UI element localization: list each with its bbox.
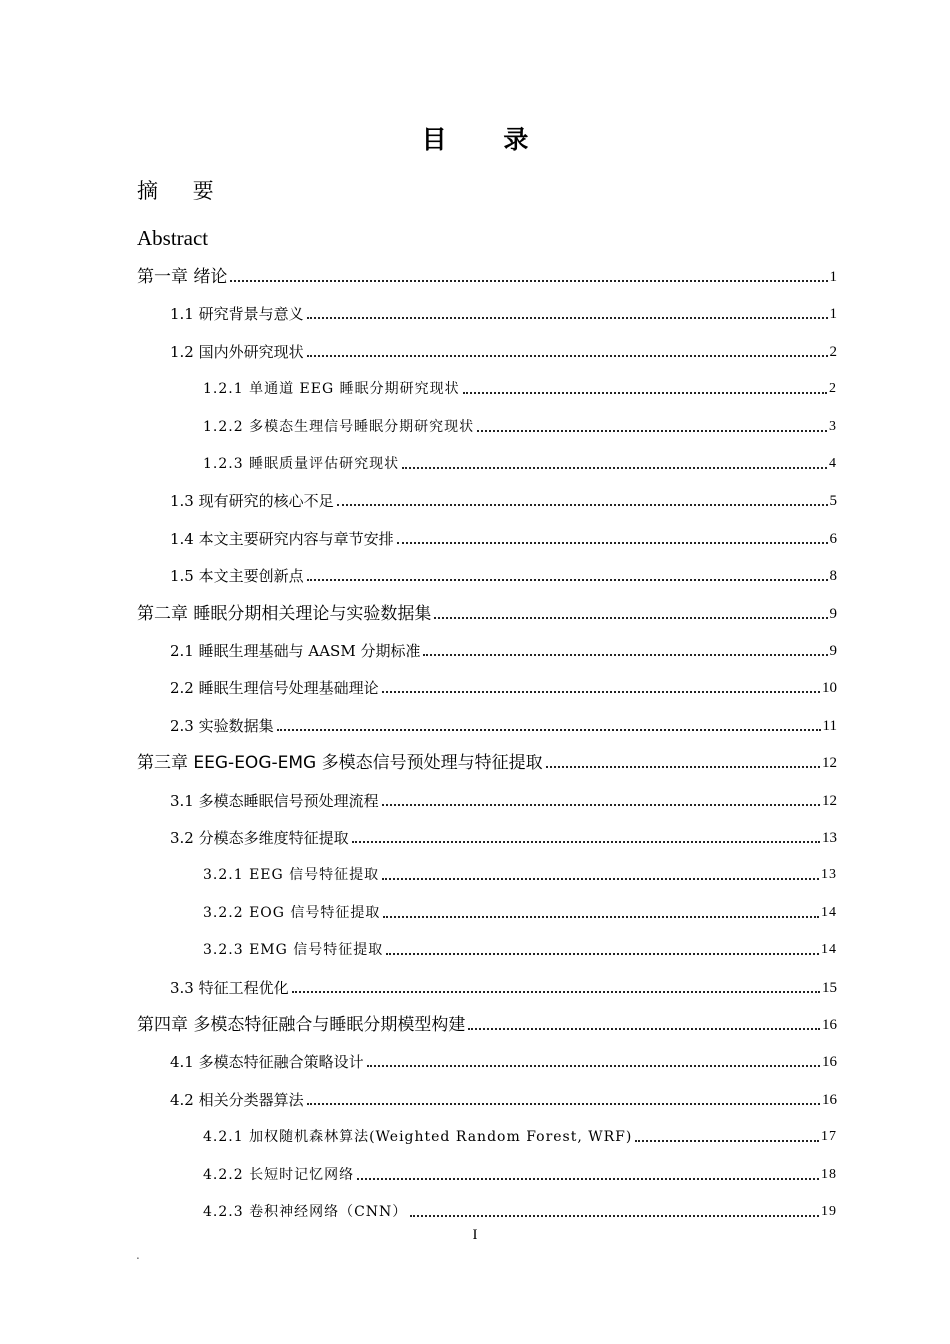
toc-section-entry[interactable] — [170, 301, 837, 325]
toc-entry-page: 19 — [821, 1204, 837, 1219]
toc-section-entry[interactable] — [170, 1049, 837, 1073]
dot-leader — [463, 391, 827, 394]
toc-entry-page: 12 — [822, 792, 837, 809]
toc-entry-label: 1.2.2 多模态生理信号睡眠分期研究现状 — [203, 418, 475, 435]
toc-entry-page: 16 — [822, 1054, 837, 1071]
toc-entry-label: 第一章 绪论 — [137, 267, 228, 287]
dot-leader — [397, 541, 828, 544]
toc-entry-page: 17 — [821, 1129, 837, 1145]
toc-entry-label: 3.3 特征工程优化 — [170, 978, 289, 997]
toc-entry-label: 1.4 本文主要研究内容与章节安排 — [170, 529, 394, 548]
toc-entry-label: 2.3 实验数据集 — [170, 716, 274, 735]
toc-entry-page: 9 — [829, 643, 837, 659]
toc-entry-label: 第三章 EEG-EOG-EMG 多模态信号预处理与特征提取 — [137, 753, 543, 774]
toc-entry-page: 18 — [821, 1166, 837, 1182]
dot-leader — [307, 1102, 820, 1105]
toc-section-entry[interactable] — [170, 1087, 837, 1111]
dot-leader — [230, 279, 827, 282]
toc-section-entry[interactable] — [170, 339, 837, 363]
toc-section-entry[interactable] — [170, 638, 837, 662]
toc-entry-page: 10 — [822, 680, 837, 697]
dot-leader — [307, 354, 828, 357]
toc-entry-label: 第四章 多模态特征融合与睡眠分期模型构建 — [137, 1015, 466, 1035]
toc-subsection-entry[interactable] — [203, 937, 837, 961]
toc-chapter-entry[interactable] — [137, 264, 837, 288]
toc-section-entry[interactable] — [170, 675, 837, 699]
toc-entry-label: 4.2.2 长短时记忆网络 — [203, 1166, 355, 1183]
toc-entry-page: 8 — [829, 568, 837, 585]
toc-entry-page: 15 — [822, 979, 837, 996]
toc-section-entry[interactable] — [170, 488, 837, 512]
toc-entry-page: 16 — [822, 1091, 837, 1108]
dot-leader — [410, 1214, 819, 1217]
dot-leader — [635, 1139, 819, 1142]
toc-entry-page: 14 — [821, 904, 837, 920]
dot-leader — [337, 503, 828, 506]
toc-entry-label: 2.2 睡眠生理信号处理基础理论 — [170, 679, 379, 698]
toc-entry-label: 2.1 睡眠生理基础与 AASM 分期标准 — [170, 642, 421, 660]
dot-leader — [307, 316, 828, 319]
toc-chapter-entry[interactable] — [137, 1012, 837, 1036]
toc-entry-label: 1.2.1 单通道 EEG 睡眠分期研究现状 — [203, 381, 460, 398]
toc-entry-page: 12 — [822, 755, 837, 772]
toc-entry-label: 4.2 相关分类器算法 — [170, 1090, 304, 1109]
toc-entry-page: 14 — [821, 942, 837, 958]
page-title: 目 录 — [421, 125, 553, 154]
toc-subsection-entry[interactable] — [203, 900, 837, 924]
footer-mark: . — [136, 1248, 140, 1262]
dot-leader — [434, 616, 827, 619]
toc-subsection-entry[interactable] — [203, 451, 837, 475]
dot-leader — [307, 578, 828, 581]
toc-section-entry[interactable] — [170, 825, 837, 849]
toc-entry-page: 13 — [822, 830, 837, 846]
toc-entry-page: 2 — [829, 343, 837, 360]
dot-leader — [423, 653, 827, 656]
dot-leader — [382, 803, 820, 806]
toc-entry-label: 第二章 睡眠分期相关理论与实验数据集 — [137, 603, 432, 624]
toc-section-entry[interactable] — [170, 975, 837, 999]
toc-entry-page: 3 — [829, 418, 837, 434]
toc-entry-page: 16 — [822, 1017, 837, 1033]
toc-entry-page: 2 — [829, 381, 837, 397]
toc-section-entry[interactable] — [170, 788, 837, 812]
toc-entry-label: 3.2.1 EEG 信号特征提取 — [203, 867, 380, 884]
abstract-zh-heading: 摘 要 — [137, 179, 228, 203]
dot-leader — [382, 877, 819, 880]
toc-chapter-entry[interactable] — [137, 601, 837, 625]
toc-subsection-entry[interactable] — [203, 414, 837, 438]
toc-entry-label: 4.2.1 加权随机森林算法(Weighted Random Forest, WRF) — [203, 1129, 633, 1146]
toc-entry-label: 4.2.3 卷积神经网络（CNN） — [203, 1204, 408, 1220]
dot-leader — [352, 840, 820, 843]
toc-subsection-entry[interactable] — [203, 1124, 837, 1148]
toc-section-entry[interactable] — [170, 713, 837, 737]
toc-entry-page: 5 — [829, 493, 837, 510]
toc-entry-label: 3.2.3 EMG 信号特征提取 — [203, 942, 384, 959]
toc-subsection-entry[interactable] — [203, 376, 837, 400]
dot-leader — [468, 1027, 820, 1030]
toc-entry-page: 6 — [829, 530, 837, 547]
dot-leader — [546, 765, 820, 768]
abstract-en-heading: Abstract — [137, 226, 209, 250]
dot-leader — [477, 429, 827, 432]
toc-entry-label: 3.1 多模态睡眠信号预处理流程 — [170, 791, 379, 810]
dot-leader — [357, 1177, 819, 1180]
toc-entry-label: 4.1 多模态特征融合策略设计 — [170, 1053, 364, 1072]
toc-entry-label: 1.2.3 睡眠质量评估研究现状 — [203, 456, 400, 472]
toc-entry-label: 3.2.2 EOG 信号特征提取 — [203, 904, 381, 921]
toc-subsection-entry[interactable] — [203, 862, 837, 886]
toc-entry-page: 11 — [822, 717, 837, 734]
dot-leader — [382, 690, 820, 693]
dot-leader — [292, 990, 820, 993]
dot-leader — [367, 1064, 820, 1067]
toc-entry-label: 1.3 现有研究的核心不足 — [170, 492, 334, 511]
toc-entry-label: 1.5 本文主要创新点 — [170, 567, 304, 586]
toc-chapter-entry[interactable] — [137, 750, 837, 774]
dot-leader — [386, 952, 819, 955]
toc-entry-label: 1.2 国内外研究现状 — [170, 342, 304, 361]
toc-section-entry[interactable] — [170, 526, 837, 550]
toc-section-entry[interactable] — [170, 563, 837, 587]
toc-entry-label: 3.2 分模态多维度特征提取 — [170, 829, 349, 847]
toc-entry-page: 1 — [829, 306, 837, 323]
toc-entry-page: 1 — [829, 269, 837, 285]
toc-entry-label: 1.1 研究背景与意义 — [170, 305, 304, 324]
toc-entry-page: 13 — [821, 867, 837, 883]
toc-subsection-entry[interactable] — [203, 1162, 837, 1186]
toc-entry-page: 9 — [829, 605, 837, 622]
dot-leader — [383, 915, 819, 918]
page-number: I — [472, 1227, 478, 1243]
toc-subsection-entry[interactable] — [203, 1199, 837, 1223]
dot-leader — [402, 466, 827, 469]
toc-entry-page: 4 — [829, 456, 837, 471]
dot-leader — [277, 728, 821, 731]
